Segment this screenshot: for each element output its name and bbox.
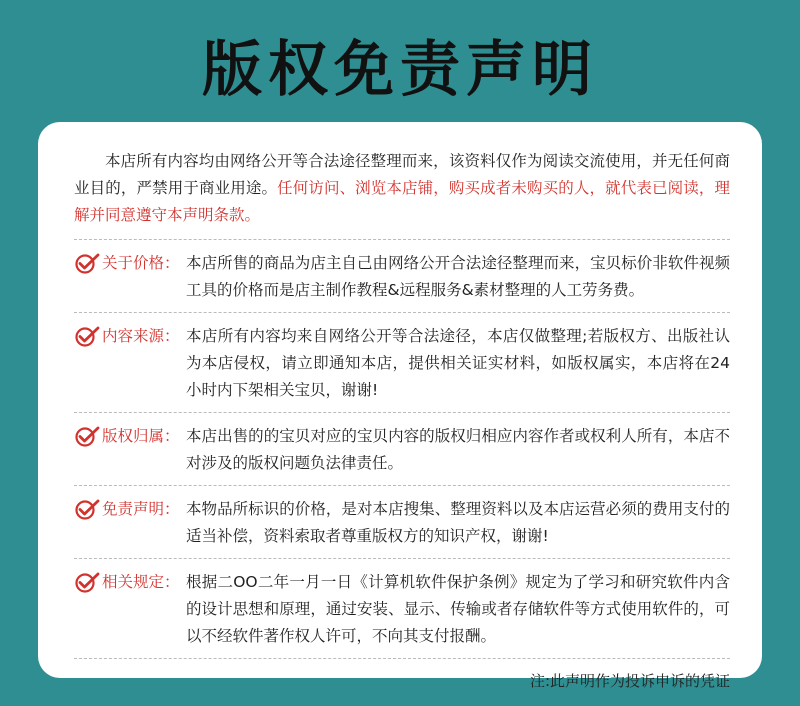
clause-source xyxy=(74,312,730,412)
checkmark-circle-icon xyxy=(74,497,102,521)
page-title: 版权免责声明 xyxy=(202,35,598,105)
checkmark-circle-icon xyxy=(74,324,102,348)
checkmark-circle-icon xyxy=(74,570,102,594)
clause-copyright xyxy=(74,412,730,485)
footer-note: 注:此声明作为投诉申诉的凭证 xyxy=(74,658,730,693)
intro-paragraph xyxy=(74,148,730,229)
clause-label: 免责声明： xyxy=(102,500,180,518)
clause-text: 本物品所标识的价格，是对本店搜集、整理资料以及本店运营必须的费用支付的适当补偿，资料索取者尊重版权方的知识产权，谢谢! xyxy=(186,500,730,545)
clause-text: 根据二OO二年一月一日《计算机软件保护条例》规定为了学习和研究软件内含的设计思想和原理，通过安装、显示、传输或者存储软件等方式使用软件的，可以不经软件著作权人许可，不向其支付报酬。 xyxy=(186,573,730,645)
clause-price xyxy=(74,239,730,312)
title-banner xyxy=(0,22,800,118)
clause-text: 本店出售的的宝贝对应的宝贝内容的版权归相应内容作者或权利人所有，本店不对涉及的版权问题负法律责任。 xyxy=(186,427,730,472)
statement-card xyxy=(38,122,762,690)
clause-label: 关于价格： xyxy=(102,254,180,272)
clause-text: 本店所售的商品为店主自己由网络公开合法途径整理而来，宝贝标价非软件视频工具的价格而是店主制作教程&远程服务&素材整理的人工劳务费。 xyxy=(186,254,730,299)
clause-text: 本店所有内容均来自网络公开等合法途径，本店仅做整理;若版权方、出版社认为本店侵权，请立即通知本店，提供相关证实材料，如版权属实，本店将在24小时内下架相关宝贝，谢谢! xyxy=(186,327,730,399)
clause-label: 版权归属： xyxy=(102,427,180,445)
intro-highlight: 任何访问、浏览本店铺，购买成者未购买的人，就代表已阅读，理解并同意遵守本声明条款。 xyxy=(74,179,730,224)
clause-regulation xyxy=(74,558,730,658)
clause-label: 相关规定： xyxy=(102,573,180,591)
intro-text: 本店所有内容均由网络公开等合法途径整理而来，该资料仅作为阅读交流使用，并无任何商业目的，严禁用于商业用途。 xyxy=(74,152,730,197)
clause-label: 内容来源： xyxy=(102,327,180,345)
checkmark-circle-icon xyxy=(74,424,102,448)
clause-disclaimer xyxy=(74,485,730,558)
checkmark-circle-icon xyxy=(74,251,102,275)
